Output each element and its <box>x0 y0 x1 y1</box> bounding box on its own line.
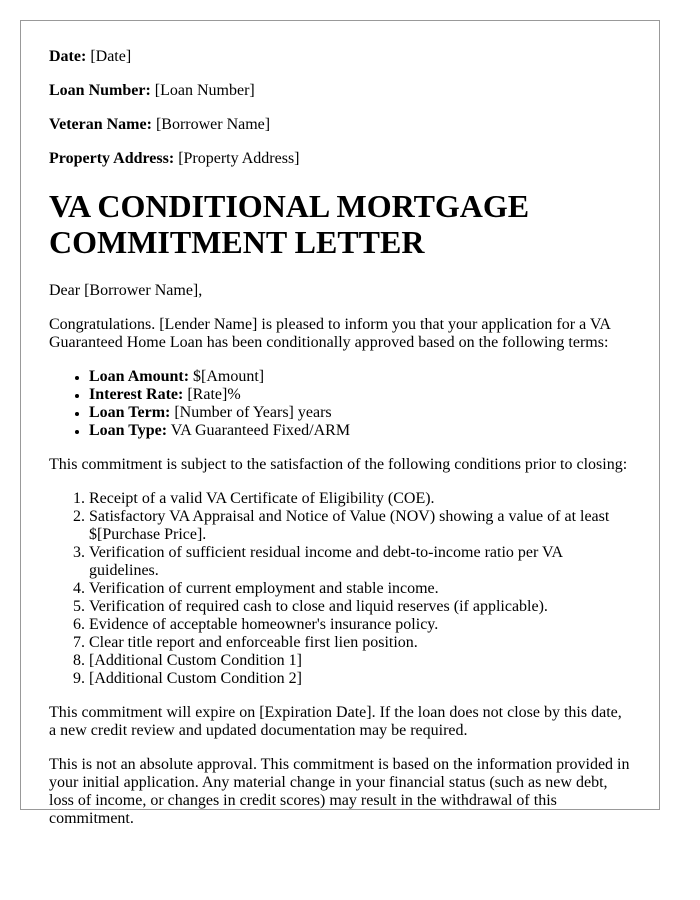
letter-document <box>20 20 660 827</box>
term-value: VA Guaranteed Fixed/ARM <box>167 422 351 439</box>
list-item <box>89 368 631 386</box>
list-item: 1. Receipt of a valid VA Certificate of Eligibility (COE). <box>89 490 631 508</box>
date-field <box>49 48 631 66</box>
list-item <box>89 386 631 404</box>
loan-number-label: Loan Number: <box>49 82 151 99</box>
term-label: Loan Amount: <box>89 368 190 385</box>
list-item <box>89 422 631 440</box>
veteran-name-field <box>49 116 631 134</box>
date-value: [Date] <box>86 48 132 65</box>
intro-paragraph: Congratulations. [Lender Name] is pleased to inform you that your application for a VA Guaranteed Home Loan has been conditionally approved based on the following terms: <box>49 316 611 351</box>
loan-number-value: [Loan Number] <box>150 82 255 99</box>
list-item <box>89 404 631 422</box>
term-label: Loan Term: <box>89 404 171 421</box>
loan-number-field <box>49 82 631 100</box>
conditions-list <box>49 490 631 688</box>
salutation: Dear [Borrower Name], <box>49 282 203 299</box>
loan-terms-list <box>49 368 631 440</box>
list-item: 4. Verification of current employment and stable income. <box>89 580 631 598</box>
expiration-paragraph: This commitment will expire on [Expiration Date]. If the loan does not close by this date, a new credit review and updated documentation may be required. <box>49 704 622 739</box>
list-item: 9. [Additional Custom Condition 2] <box>89 670 631 688</box>
term-label: Loan Type: <box>89 422 168 439</box>
disclaimer-paragraph: This is not an absolute approval. This commitment is based on the information provided in your initial application. Any material change in your financial status (such as new debt, loss of income, or changes in credit scores) may result in the withdrawal of this commitment. <box>49 756 630 827</box>
term-value: [Rate]% <box>183 386 241 403</box>
property-address-label: Property Address: <box>49 150 175 167</box>
date-label: Date: <box>49 48 87 65</box>
letter-title: VA CONDITIONAL MORTGAGE COMMITMENT LETTER <box>49 188 530 260</box>
list-item: 6. Evidence of acceptable homeowner's insurance policy. <box>89 616 631 634</box>
list-item: 8. [Additional Custom Condition 1] <box>89 652 631 670</box>
term-value: $[Amount] <box>189 368 265 385</box>
list-item: 5. Verification of required cash to close and liquid reserves (if applicable). <box>89 598 631 616</box>
list-item: 3. Verification of sufficient residual income and debt-to-income ratio per VA guidelines. <box>89 544 631 580</box>
conditions-intro: This commitment is subject to the satisfaction of the following conditions prior to closing: <box>49 456 628 473</box>
property-address-value: [Property Address] <box>174 150 300 167</box>
property-address-field <box>49 150 631 168</box>
term-label: Interest Rate: <box>89 386 184 403</box>
veteran-name-value: [Borrower Name] <box>151 116 271 133</box>
term-value: [Number of Years] years <box>170 404 332 421</box>
veteran-name-label: Veteran Name: <box>49 116 152 133</box>
list-item: 2. Satisfactory VA Appraisal and Notice of Value (NOV) showing a value of at least $[Purchase Price]. <box>89 508 631 544</box>
list-item: 7. Clear title report and enforceable first lien position. <box>89 634 631 652</box>
